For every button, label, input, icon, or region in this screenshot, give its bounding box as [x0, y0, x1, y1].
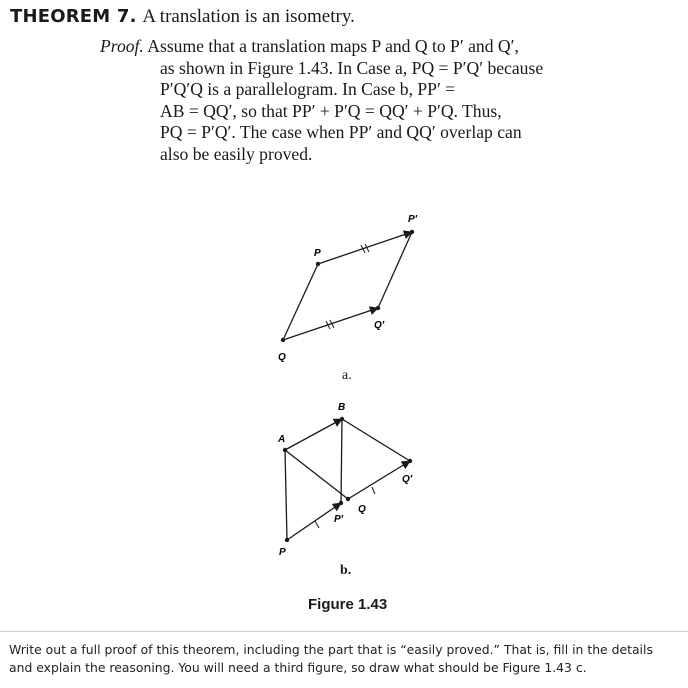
point-q-prime	[408, 459, 412, 463]
point-p	[316, 262, 320, 266]
segment-pq	[283, 264, 318, 340]
figure-caption-b: b.	[340, 563, 352, 578]
label-p: P	[314, 248, 321, 259]
proof-label: Proof.	[100, 36, 144, 56]
figure-title: Figure 1.43	[308, 596, 388, 613]
proof-line-5: PQ = P′Q′. The case when PP′ and QQ′ overlap can	[160, 122, 522, 143]
segment-a-q	[285, 450, 348, 499]
proof-text-1: Assume that a translation maps P and Q to P′ and Q′,	[147, 36, 519, 56]
label-p-prime: P′	[408, 214, 418, 225]
point-q	[346, 497, 350, 501]
theorem-label: THEOREM 7.	[10, 6, 137, 27]
vector-ab	[285, 419, 342, 450]
label-q: Q	[358, 504, 366, 515]
proof-line-6: also be easily proved.	[160, 143, 313, 164]
segment-b-q-prime	[342, 419, 410, 461]
vector-qq-prime	[283, 308, 378, 340]
proof-line-2: as shown in Figure 1.43. In Case a, PQ = P′Q′ because	[160, 57, 544, 78]
vector-pp-prime	[318, 232, 412, 264]
label-q-prime: Q′	[374, 320, 385, 331]
proof-line-4: AB = QQ′, so that PP′ + P′Q = QQ′ + P′Q. Thus,	[160, 100, 502, 121]
tick-mark-qq-prime	[372, 487, 375, 494]
tick-mark-pp-prime	[315, 521, 319, 528]
segment-ap	[285, 450, 287, 540]
point-a	[283, 448, 287, 452]
divider	[0, 631, 688, 632]
figure-case-a	[283, 232, 412, 340]
point-b	[340, 417, 344, 421]
point-q-prime	[376, 306, 380, 310]
point-p-prime	[410, 230, 414, 234]
vector-qq-prime	[348, 461, 410, 499]
theorem-statement: A translation is an isometry.	[142, 6, 355, 27]
figure-case-b	[285, 419, 410, 540]
point-q	[281, 338, 285, 342]
point-p	[285, 538, 289, 542]
label-a: A	[278, 434, 286, 445]
vector-pp-prime	[287, 503, 341, 540]
segment-p-prime-q-prime	[378, 232, 412, 308]
point-p-prime	[339, 501, 343, 505]
assignment-text: Write out a full proof of this theorem, including the part that is “easily proved.” That is, fill in the details and explain the reasoning. You will need a third figure, so draw what should be Figure 1.43 c.	[9, 642, 653, 675]
segment-b-p-prime	[341, 419, 342, 503]
label-q-prime: Q′	[402, 474, 413, 485]
label-b: B	[338, 402, 346, 413]
label-q: Q	[278, 352, 286, 363]
label-p: P	[279, 547, 286, 558]
proof-line-3: P′Q′Q is a parallelogram. In Case b, PP′ =	[160, 79, 456, 100]
label-p-prime: P′	[334, 514, 344, 525]
figure-caption-a: a.	[342, 368, 352, 383]
